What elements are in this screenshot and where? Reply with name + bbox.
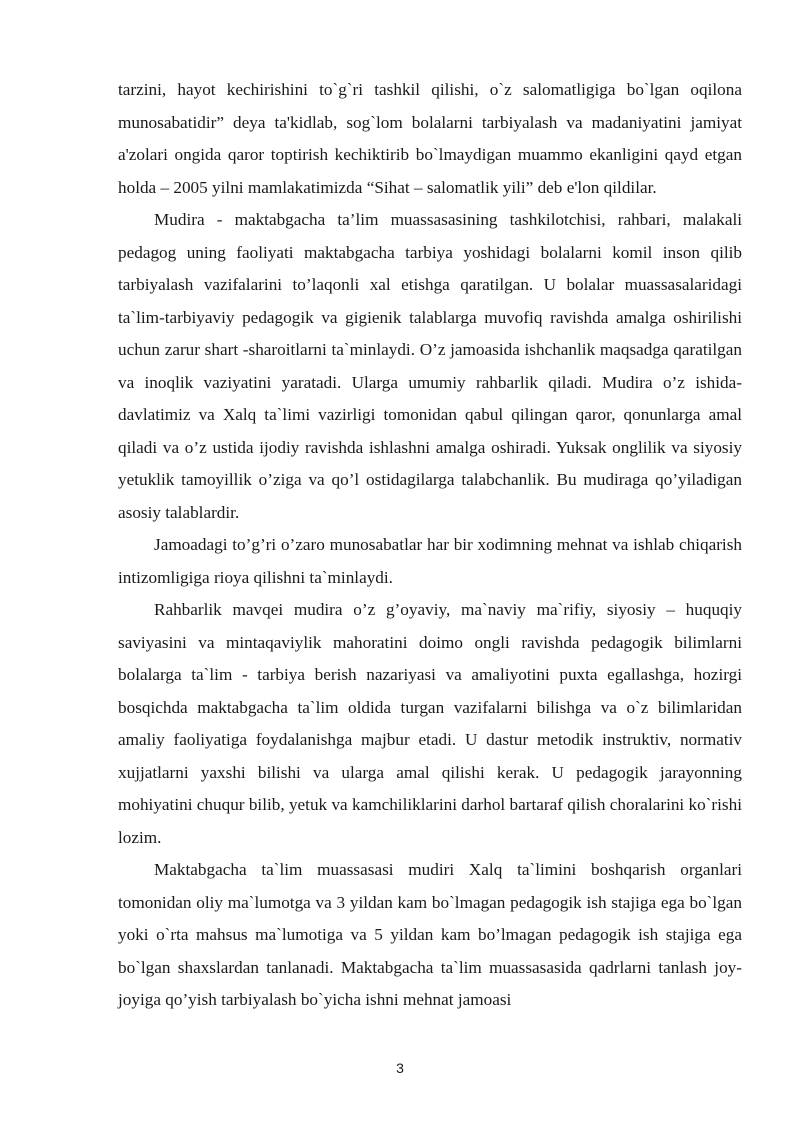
paragraph-leadership-position: Rahbarlik mavqei mudira o’z g’oyaviy, ma`naviy ma`rifiy, siyosiy – huquqiy saviyasini va mintaqaviylik mahoratini doimo ongli ravishda pedagogik bilimlarni bolalarga ta`lim - tarbiya berish nazariyasi va amaliyotini puxta egallashga, hozirgi bosqichda maktabgacha ta`lim oldida turgan vazifalarni bilishga va o`z bilimlaridan amaliy faoliyatiga foydalanishga majbur etadi. U dastur metodik instruktiv, normativ xujjatlarni yaxshi bilishi va ularga amal qilishi kerak. U pedagogik jarayonning mohiyatini chuqur bilib, yetuk va kamchiliklarini darhol bartaraf qilish choralarini ko`rishi lozim.: [118, 600, 742, 847]
paragraph-continuation: tarzini, hayot kechirishini to`g`ri tashkil qilishi, o`z salomatligiga bo`lgan oqilona munosabatidir” deya ta'kidlab, sog`lom bolalarni tarbiyalash va madaniyatini jamiyat a'zolari ongida qaror toptirish kechiktirib bo`lmaydigan muammo ekanligini qayd etgan holda – 2005 yilni mamlakatimizda “Sihat – salomatlik yili” deb e'lon qildilar.: [118, 80, 742, 197]
paragraph-team-relations: Jamoadagi to’g’ri o’zaro munosabatlar har bir xodimning mehnat va ishlab chiqarish intizomligiga rioya qilishni ta`minlaydi.: [118, 535, 742, 587]
page-number: 3: [396, 1060, 404, 1076]
body-text: [118, 74, 742, 1017]
paragraph-mudira-role: Mudira - maktabgacha ta’lim muassasasining tashkilotchisi, rahbari, malakali pedagog uning faoliyati maktabgacha tarbiya yoshidagi bolalarni komil inson qilib tarbiyalash vazifalarini to’laqonli xal etishga qaratilgan. U bolalar muassasalaridagi ta`lim-tarbiyaviy pedagogik va gigienik talablarga muvofiq ravishda amalga oshirilishi uchun zarur shart -sharoitlarni ta`minlaydi. O’z jamoasida ishchanlik maqsadga qaratilgan va inoqlik vaziyatini yaratadi. Ularga umumiy rahbarlik qiladi. Mudira o’z ishida-davlatimiz va Xalq ta`limi vazirligi tomonidan qabul qilingan qaror, qonunlarga amal qiladi va o’z ustida ijodiy ravishda ishlashni amalga oshiradi. Yuksak onglilik va siyosiy yetuklik tamoyillik o’ziga va qo’l ostidagilarga talabchanlik. Bu mudiraga qo’yiladigan asosiy talablardir.: [118, 210, 742, 522]
paragraph-director-selection: Maktabgacha ta`lim muassasasi mudiri Xalq ta`limini boshqarish organlari tomonidan oliy ma`lumotga va 3 yildan kam bo`lmagan pedagogik ish stajiga ega bo`lgan yoki o`rta mahsus ma`lumotiga va 5 yildan kam bo’lmagan pedagogik ish stajiga ega bo`lgan shaxslardan tanlanadi. Maktabgacha ta`lim muassasasida qadrlarni tanlash joy-joyiga qo’yish tarbiyalash bo`yicha ishni mehnat jamoasi: [118, 860, 742, 1009]
